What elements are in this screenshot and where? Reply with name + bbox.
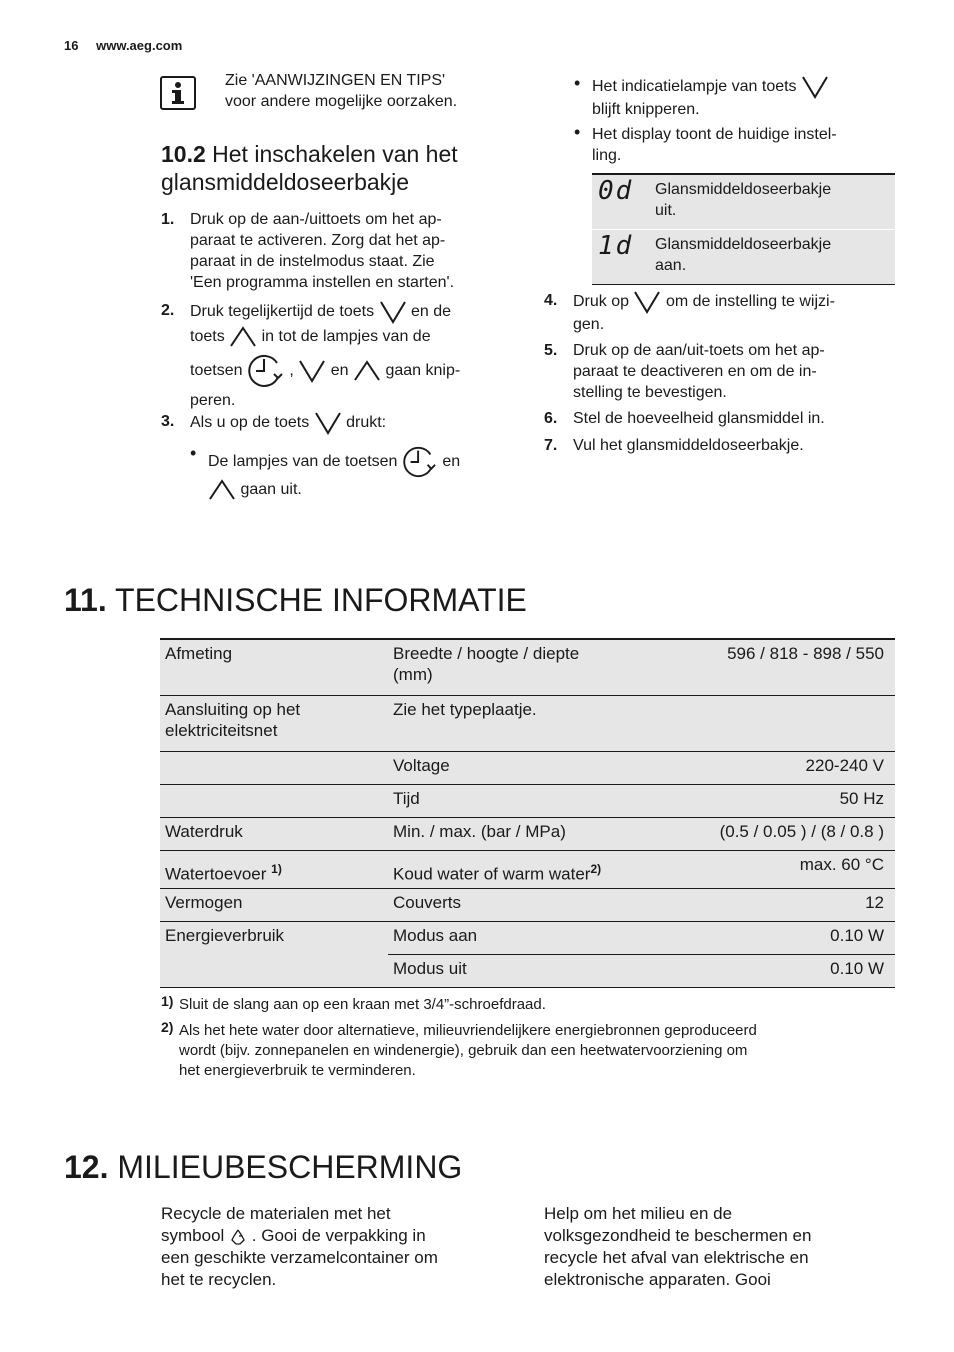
- section-12-left-text: [161, 1203, 491, 1291]
- table-cell: (0.5 / 0.05 ) / (8 / 0.8 ): [719, 822, 884, 841]
- text-line: recycle het afval van elektrische en: [544, 1248, 809, 1267]
- step-text: gaan knip-: [385, 362, 461, 379]
- display-desc: Glansmiddeldoseerbakje: [655, 236, 832, 253]
- section-number: 12.: [64, 1149, 109, 1185]
- step-3: [161, 411, 521, 506]
- text-line: een geschikte verzamelcontainer om: [161, 1248, 438, 1267]
- text-line: Help om het milieu en de: [544, 1204, 733, 1223]
- step-number: 6.: [544, 410, 558, 427]
- footnote-2: [161, 1021, 896, 1081]
- info-line: voor andere mogelijke oorzaken.: [225, 93, 458, 110]
- section-title-text: TECHNISCHE INFORMATIE: [115, 582, 527, 618]
- table-row: [160, 889, 895, 922]
- step-text: drukt:: [346, 414, 387, 432]
- display-row: [592, 229, 895, 285]
- bullet-text: De lampjes van de toetsen: [208, 453, 398, 471]
- chevron-down-icon: [298, 359, 326, 383]
- footnote-text: wordt (bijv. zonnepanelen en windenergie), gebruik dan een heetwatervoorziening om: [179, 1042, 748, 1059]
- bullet-text: Het display toont de huidige instel-: [592, 126, 837, 143]
- table-cell: 0.10 W: [830, 926, 884, 945]
- chevron-up-icon: [353, 360, 381, 382]
- table-cell: max. 60 °C: [799, 855, 884, 874]
- step-5: [544, 340, 894, 406]
- table-row: [160, 752, 895, 785]
- display-desc: uit.: [655, 202, 677, 219]
- section-number: 11.: [64, 582, 107, 618]
- step-text: stelling te bevestigen.: [573, 384, 727, 401]
- step-text: Vul het glansmiddeldoseerbakje.: [573, 437, 804, 454]
- step-text: toets: [190, 328, 225, 346]
- step-number: 2.: [161, 302, 175, 319]
- table-cell: Zie het typeplaatje.: [393, 700, 537, 719]
- page-number: 16: [64, 38, 79, 53]
- info-note: [225, 70, 525, 112]
- step-text: in tot de lampjes van de: [261, 328, 431, 346]
- page-header: [64, 38, 182, 53]
- footnote-mark: 2): [161, 1019, 174, 1035]
- title-line: Het inschakelen van het: [212, 141, 458, 167]
- bullet-dot: •: [190, 443, 197, 463]
- bullet-dot: •: [574, 122, 581, 142]
- tech-info-table: [160, 638, 895, 988]
- table-cell: 0.10 W: [830, 959, 884, 978]
- step-text: peren.: [190, 392, 236, 409]
- step-text: en de: [411, 303, 452, 321]
- section-12-title: [64, 1148, 462, 1186]
- bullet-text: ling.: [592, 147, 622, 164]
- step-text: om de instelling te wijzi-: [665, 293, 835, 311]
- footnote-1: [161, 995, 896, 1015]
- table-cell: Modus uit: [393, 959, 467, 978]
- step-text: Als u op de toets: [190, 414, 310, 432]
- table-cell: Koud water of warm water: [393, 864, 591, 884]
- chevron-down-icon: [801, 75, 829, 99]
- step-6: [544, 408, 894, 430]
- bullet-text: Het indicatielampje van toets: [592, 78, 797, 96]
- step-line: paraat in de instelmodus staat. Zie: [190, 253, 435, 270]
- footnote-text: Sluit de slang aan op een kraan met 3/4”-schroefdraad.: [179, 996, 546, 1013]
- text-line: Recycle de materialen met het: [161, 1204, 391, 1223]
- bullet-text: blijft knipperen.: [592, 101, 700, 118]
- info-line: Zie 'AANWIJZINGEN EN TIPS': [225, 72, 446, 89]
- table-cell: Aansluiting op het: [165, 700, 301, 719]
- table-cell: Afmeting: [165, 644, 233, 663]
- step-number: 3.: [161, 413, 175, 430]
- text-line: het te recyclen.: [161, 1270, 277, 1289]
- table-row: [160, 696, 895, 752]
- table-row: [160, 851, 895, 889]
- table-row: [160, 922, 895, 988]
- step-text: Druk op de aan/uit-toets om het ap-: [573, 342, 825, 359]
- chevron-down-icon: [314, 411, 342, 435]
- text-line: elektronische apparaten. Gooi: [544, 1270, 771, 1289]
- display-settings-table: [592, 173, 895, 285]
- chevron-down-icon: [379, 300, 407, 324]
- step-text: Stel de hoeveelheid glansmiddel in.: [573, 410, 825, 427]
- table-cell: Min. / max. (bar / MPa): [393, 822, 566, 841]
- step-2: [161, 300, 521, 410]
- step-text: gen.: [573, 316, 605, 333]
- table-row: [160, 785, 895, 818]
- footnote-text: Als het hete water door alternatieve, milieuvriendelijkere energiebronnen geproduceerd: [179, 1022, 757, 1039]
- text-line: symbool: [161, 1226, 225, 1245]
- table-cell: (mm): [393, 665, 433, 684]
- display-row: [592, 173, 895, 229]
- step-number: 1.: [161, 211, 175, 228]
- step-text: paraat te deactiveren en om de in-: [573, 363, 817, 380]
- footnote-text: het energieverbruik te verminderen.: [179, 1062, 416, 1079]
- step-text: Druk op: [573, 293, 630, 311]
- table-cell: Couverts: [393, 893, 462, 912]
- table-row: [160, 818, 895, 851]
- section-10-2-title: [161, 140, 521, 196]
- table-cell: 50 Hz: [839, 789, 884, 808]
- step-number: 5.: [544, 342, 558, 359]
- bullet-text: gaan uit.: [240, 481, 302, 499]
- table-cell: Modus aan: [393, 926, 478, 945]
- bullet-dot: •: [574, 73, 581, 93]
- step-line: 'Een programma instellen en starten'.: [190, 274, 455, 291]
- step-4: [544, 290, 894, 338]
- text-line: volksgezondheid te beschermen en: [544, 1226, 812, 1245]
- site-url: www.aeg.com: [96, 38, 183, 53]
- step-text: en: [330, 362, 349, 379]
- step-number: 7.: [544, 437, 558, 454]
- section-number: 10.2: [161, 141, 206, 167]
- step-text: toetsen: [190, 362, 243, 379]
- bullet-text: en: [442, 453, 461, 471]
- step-line: Druk op de aan-/uittoets om het ap-: [190, 211, 442, 228]
- display-desc: aan.: [655, 257, 687, 274]
- step-number: 4.: [544, 292, 558, 309]
- step-text: ,: [289, 362, 294, 379]
- section-12-right-text: [544, 1203, 884, 1291]
- table-cell: Voltage: [393, 756, 450, 775]
- section-11-title: [64, 581, 527, 619]
- table-row: [160, 640, 895, 696]
- chevron-down-icon: [633, 290, 661, 314]
- delay-timer-icon: [402, 445, 438, 479]
- table-cell: 596 / 818 - 898 / 550: [727, 644, 884, 663]
- table-cell: Breedte / hoogte / diepte: [393, 644, 580, 663]
- step-text: Druk tegelijkertijd de toets: [190, 303, 375, 321]
- footnote-ref: 1): [271, 862, 282, 876]
- chevron-up-icon: [229, 326, 257, 348]
- section-title-text: MILIEUBESCHERMING: [117, 1149, 463, 1185]
- step-line: paraat te activeren. Zorg dat het ap-: [190, 232, 446, 249]
- title-line: glansmiddeldoseerbakje: [161, 169, 410, 195]
- table-cell: Watertoevoer: [165, 864, 267, 884]
- display-code: 0d: [598, 176, 634, 206]
- footnote-ref: 2): [590, 862, 602, 876]
- recycle-icon: [229, 1228, 247, 1246]
- table-cell: elektriciteitsnet: [165, 721, 278, 740]
- footnote-mark: 1): [161, 993, 174, 1009]
- display-desc: Glansmiddeldoseerbakje: [655, 181, 832, 198]
- display-code: 1d: [598, 231, 634, 261]
- info-icon: [160, 76, 196, 110]
- step-7: [544, 435, 894, 457]
- table-cell: Energieverbruik: [165, 926, 285, 945]
- table-cell: 220-240 V: [805, 756, 884, 775]
- table-cell: 12: [865, 893, 884, 912]
- table-cell: Tijd: [393, 789, 420, 808]
- delay-timer-icon: [247, 353, 285, 389]
- text-line: . Gooi de verpakking in: [251, 1226, 426, 1245]
- table-cell: Vermogen: [165, 893, 243, 912]
- chevron-up-icon: [208, 479, 236, 501]
- table-cell: Waterdruk: [165, 822, 243, 841]
